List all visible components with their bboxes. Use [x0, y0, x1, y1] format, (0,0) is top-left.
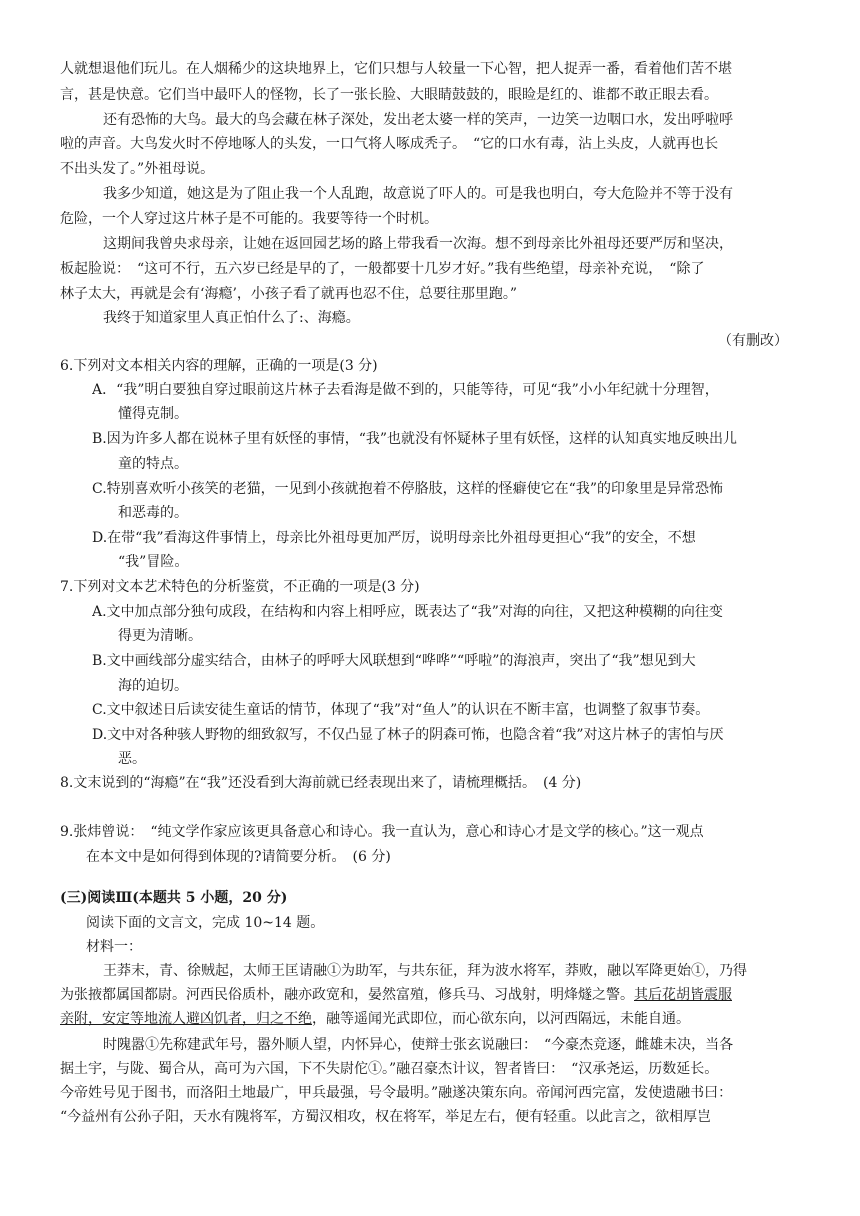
passage-line: 我多少知道，她这是为了阻止我一个人乱跑，故意说了吓人的。可是我也明白，夸大危险并不等于没有	[103, 186, 733, 202]
passage-line: 言，甚是快意。它们当中最吓人的怪物，长了一张长脸、大眼睛鼓鼓的，眼睑是红的、谁都不敢正眼去看。	[60, 87, 718, 103]
passage-line: 人就想退他们玩儿。在人烟稀少的这块地界上，它们只想与人较量一下心智，把人捉弄一番，看着他们苦不堪	[60, 61, 732, 77]
material-label: 材料一：	[86, 939, 142, 955]
classical-text-line: 王莽末，青、徐贼起，太师王匡请融①为助军，与共东征，拜为波水将军，莽败，融以军降更始①，乃得	[103, 963, 747, 979]
option-c: C.文中叙述日后读安徒生童话的情节，体现了“我”对“鱼人”的认识在不断丰富，也调整了叙事节奏。	[92, 702, 710, 718]
passage-line: 这期间我曾央求母亲，让她在返回园艺场的路上带我看一次海。想不到母亲比外祖母还要严厉和坚决，	[103, 236, 733, 252]
passage-line: 不出头发了。”外祖母说。	[60, 161, 215, 177]
option-d-cont: “我”冒险。	[118, 554, 189, 570]
classical-text-line: 时隗嚣①先称建武年号，嚣外顺人望，内怀异心，使辩士张玄说融曰： “今豪杰竞逐，雌雄未决，当各	[103, 1037, 734, 1053]
classical-text-line: “今益州有公孙子阳，天水有隗将军，方蜀汉相攻，权在将军，举足左右，便有轻重。以此言之，欲相厚岂	[60, 1109, 712, 1125]
passage-line: 还有恐怖的大鸟。最大的鸟会藏在林子深处，发出老太婆一样的笑声，一边笑一边咽口水，发出呼啦呼	[103, 112, 733, 128]
classical-text-span: ，融等遥闻光武即位，而心欲东向，以河西隔远，未能自通。	[312, 1011, 690, 1027]
classical-text-line	[60, 1008, 800, 1030]
question-6-stem: 6.下列对文本相关内容的理解，正确的一项是(3 分)	[60, 358, 378, 374]
option-d: D.在带“我”看海这件事情上，母亲比外祖母更加严厉，说明母亲比外祖母更担心“我”的安全，不想	[92, 530, 696, 546]
classical-text-span: 为张掖都属国都尉。河西民俗质朴，融亦政宽和，晏然富殖，修兵马、习战射，明烽燧之警。	[60, 987, 634, 1003]
section-3-heading: (三)阅读Ⅲ(本题共 5 小题，20 分)	[60, 890, 288, 906]
classical-text-line: 据土宇，与陇、蜀合从，高可为六国，下不失尉佗①。”融召豪杰计议，智者皆曰： “汉承尧运，历数延长。	[60, 1061, 719, 1077]
question-9-cont: 在本文中是如何得到体现的?请简要分析。 (6 分)	[86, 849, 391, 865]
option-b-cont: 海的迫切。	[118, 678, 188, 694]
option-c-cont: 和恶毒的。	[118, 505, 188, 521]
option-a-cont: 懂得克制。	[118, 406, 188, 422]
option-d: D.文中对各种骇人野物的细致叙写，不仅凸显了林子的阴森可怖，也隐含着“我”对这片林子的害怕与厌	[92, 727, 724, 743]
question-9-stem: 9.张炜曾说： “纯文学作家应该更具备意心和诗心。我一直认为，意心和诗心才是文学的核心。”这一观点	[60, 824, 704, 840]
passage-line: 林子太大，再就是会有‘海瘾’，小孩子看了就再也忍不住，总要往那里跑。”	[60, 286, 518, 302]
underlined-sentence: 亲附，安定等地流人避凶饥者，归之不绝	[60, 1011, 312, 1027]
option-c: C.特别喜欢听小孩笑的老猫，一见到小孩就抱着不停胳肢，这样的怪癖使它在“我”的印象里是异常恐怖	[92, 481, 723, 497]
question-8-stem: 8.文末说到的“海瘾”在“我”还没看到大海前就已经表现出来了，请梳理概括。 (4 分)	[60, 775, 582, 791]
passage-line: 板起脸说： “这可不行，五六岁已经是早的了，一般都要十几岁才好。”我有些绝望，母亲补充说， “除了	[60, 261, 705, 277]
option-b-cont: 童的特点。	[118, 456, 188, 472]
passage-line: 啦的声音。大鸟发火时不停地啄人的头发，一口气将人啄成秃子。 “它的口水有毒，沾上头皮，人就再也长	[60, 136, 719, 152]
passage-line: 危险，一个人穿过这片林子是不可能的。我要等待一个时机。	[60, 211, 438, 227]
revision-note: （有删改）	[718, 333, 788, 349]
option-b: B.因为许多人都在说林子里有妖怪的事情，“我”也就没有怀疑林子里有妖怪，这样的认知真实地反映出儿	[92, 431, 738, 447]
option-a: A．“我”明白要独自穿过眼前这片林子去看海是做不到的，只能等待，可见“我”小小年纪就十分理智，	[92, 382, 719, 398]
section-3-instruction: 阅读下面的文言文，完成 10~14 题。	[86, 915, 325, 931]
option-a-cont: 得更为清晰。	[118, 628, 202, 644]
underlined-sentence: 其后花胡皆震服	[634, 987, 732, 1003]
option-d-cont: 恶。	[118, 751, 146, 767]
classical-text-line: 今帝姓号见于图书，而洛阳土地最广，甲兵最强，号令最明。”融遂决策东向。帝闻河西完富，发使遗融书曰：	[60, 1085, 733, 1101]
passage-line: 我终于知道家里人真正怕什么了:、海瘾。	[103, 310, 360, 326]
option-a: A.文中加点部分独句成段，在结构和内容上相呼应，既表达了“我”对海的向往，又把这种模糊的向往变	[92, 604, 723, 620]
option-b: B.文中画线部分虚实结合，由林子的呼呼大风联想到“哗哗”“呼啦”的海浪声，突出了“我”想见到大	[92, 653, 696, 669]
question-7-stem: 7.下列对文本艺术特色的分析鉴赏，不正确的一项是(3 分)	[60, 579, 420, 595]
classical-text-line	[60, 984, 800, 1006]
